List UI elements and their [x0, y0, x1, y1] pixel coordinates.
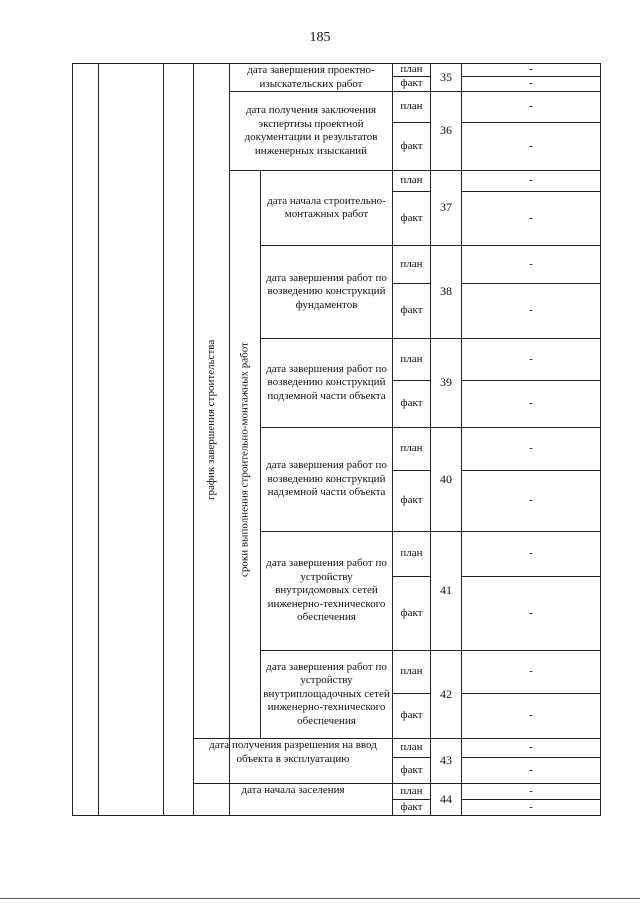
plan-value: -	[529, 63, 533, 76]
row-number: 35	[440, 69, 452, 84]
table-rule	[430, 63, 431, 816]
plan-label: план	[400, 665, 423, 678]
fact-label: факт	[400, 606, 423, 619]
row-label: дата завершения проектно-изыскательских работ	[247, 64, 375, 90]
fact-value: -	[529, 763, 533, 776]
plan-label: план	[400, 784, 423, 797]
fact-value: -	[529, 494, 533, 507]
row-number: 38	[440, 284, 452, 299]
fact-label: факт	[400, 304, 423, 317]
table-rule	[163, 63, 164, 816]
fact-value: -	[529, 139, 533, 152]
plan-label: план	[400, 442, 423, 455]
plan-label: план	[400, 257, 423, 270]
fact-label: факт	[400, 211, 423, 224]
row-label: дата получения разрешения на ввод объекта в эксплуатацию	[209, 739, 377, 765]
row-number: 43	[440, 753, 452, 768]
plan-value: -	[529, 665, 533, 678]
fact-value: -	[529, 211, 533, 224]
row-label: дата завершения работ по возведению конструкций надземной части объекта	[266, 459, 387, 499]
fact-label: факт	[400, 800, 423, 813]
table-rule	[392, 63, 393, 816]
table-rule	[72, 815, 601, 816]
row-label: дата завершения работ по устройству внутридомовых сетей инженерно-технического обеспечения	[266, 557, 387, 624]
fact-label: факт	[400, 139, 423, 152]
plan-label: план	[400, 352, 423, 365]
plan-value: -	[529, 442, 533, 455]
fact-label: факт	[400, 77, 423, 90]
fact-label: факт	[400, 709, 423, 722]
fact-label: факт	[400, 494, 423, 507]
row-label: дата начала заселения	[241, 784, 345, 796]
table-rule	[260, 170, 261, 739]
row-number: 37	[440, 200, 452, 215]
row-number: 41	[440, 583, 452, 598]
fact-value: -	[529, 397, 533, 410]
plan-value: -	[529, 741, 533, 754]
table-rule	[600, 63, 601, 816]
plan-value: -	[529, 100, 533, 113]
plan-label: план	[400, 741, 423, 754]
row-number: 36	[440, 123, 452, 138]
plan-label: план	[400, 63, 423, 76]
plan-value: -	[529, 547, 533, 560]
plan-value: -	[529, 784, 533, 797]
construction-terms-heading: сроки выполнения строительно-монтажных работ	[238, 342, 251, 578]
row-label: дата завершения работ по возведению конструкций подземной части объекта	[266, 362, 387, 402]
row-label: дата завершения работ по устройству внутриплощадочных сетей инженерно-технического обеспечения	[263, 660, 390, 727]
fact-label: факт	[400, 763, 423, 776]
row-number: 42	[440, 686, 452, 701]
table-rule	[72, 63, 73, 816]
fact-label: факт	[400, 397, 423, 410]
plan-value: -	[529, 174, 533, 187]
row-label: дата начала строительно-монтажных работ	[267, 194, 386, 220]
fact-value: -	[529, 800, 533, 813]
page-number: 185	[309, 30, 331, 45]
bottom-rule	[0, 898, 640, 899]
plan-value: -	[529, 257, 533, 270]
fact-value: -	[529, 304, 533, 317]
plan-label: план	[400, 100, 423, 113]
row-number: 44	[440, 791, 452, 806]
row-label: дата завершения работ по возведению конструкций фундаментов	[266, 271, 387, 311]
fact-value: -	[529, 709, 533, 722]
fact-value: -	[529, 77, 533, 90]
plan-label: план	[400, 174, 423, 187]
table-rule	[461, 63, 462, 816]
indicator-table	[72, 63, 600, 816]
schedule-heading: график завершения строительства	[205, 339, 217, 501]
row-label: дата получения заключения экспертизы проектной документации и результатов инженерных изысканий	[244, 104, 378, 157]
table-rule	[98, 63, 99, 816]
plan-value: -	[529, 352, 533, 365]
row-number: 40	[440, 471, 452, 486]
row-number: 39	[440, 375, 452, 390]
plan-label: план	[400, 547, 423, 560]
fact-value: -	[529, 606, 533, 619]
